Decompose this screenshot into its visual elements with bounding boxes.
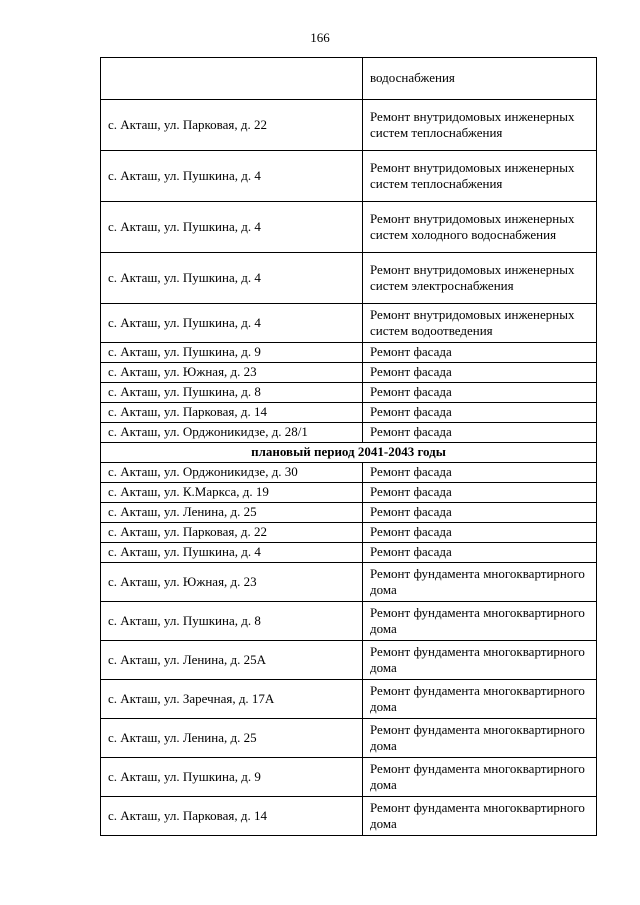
table-row: [101, 253, 597, 304]
address-cell: с. Акташ, ул. Ленина, д. 25А: [101, 641, 363, 680]
work-type-cell: Ремонт внутридомовых инженерных систем теплоснабжения: [363, 151, 597, 202]
works-table: [100, 57, 597, 836]
address-cell: с. Акташ, ул. Пушкина, д. 8: [101, 383, 363, 403]
table-row: [101, 680, 597, 719]
work-type-cell: Ремонт фундамента многоквартирного дома: [363, 563, 597, 602]
work-type-cell: Ремонт внутридомовых инженерных систем теплоснабжения: [363, 100, 597, 151]
work-type-cell: Ремонт фасада: [363, 543, 597, 563]
table-row: [101, 602, 597, 641]
table-row: [101, 758, 597, 797]
address-cell: с. Акташ, ул. Ленина, д. 25: [101, 719, 363, 758]
work-type-cell: водоснабжения: [363, 58, 597, 100]
address-cell: с. Акташ, ул. Южная, д. 23: [101, 563, 363, 602]
table-row: [101, 463, 597, 483]
work-type-cell: Ремонт фасада: [363, 503, 597, 523]
address-cell: с. Акташ, ул. Пушкина, д. 9: [101, 343, 363, 363]
table-row: [101, 483, 597, 503]
address-cell: с. Акташ, ул. Южная, д. 23: [101, 363, 363, 383]
address-cell: с. Акташ, ул. Орджоникидзе, д. 30: [101, 463, 363, 483]
address-cell: с. Акташ, ул. Парковая, д. 14: [101, 403, 363, 423]
address-cell: с. Акташ, ул. Пушкина, д. 9: [101, 758, 363, 797]
work-type-cell: Ремонт фундамента многоквартирного дома: [363, 758, 597, 797]
table-row: [101, 100, 597, 151]
address-cell: с. Акташ, ул. Пушкина, д. 4: [101, 304, 363, 343]
address-cell: с. Акташ, ул. Парковая, д. 14: [101, 797, 363, 836]
work-type-cell: Ремонт фундамента многоквартирного дома: [363, 641, 597, 680]
work-type-cell: Ремонт фасада: [363, 343, 597, 363]
table-row: [101, 641, 597, 680]
address-cell: с. Акташ, ул. Пушкина, д. 4: [101, 202, 363, 253]
table-row: [101, 423, 597, 443]
address-cell: с. Акташ, ул. Орджоникидзе, д. 28/1: [101, 423, 363, 443]
address-cell: с. Акташ, ул. Пушкина, д. 8: [101, 602, 363, 641]
table-row: [101, 58, 597, 100]
address-cell: с. Акташ, ул. Заречная, д. 17А: [101, 680, 363, 719]
section-heading-row: [101, 443, 597, 463]
work-type-cell: Ремонт фундамента многоквартирного дома: [363, 602, 597, 641]
address-cell: с. Акташ, ул. Парковая, д. 22: [101, 100, 363, 151]
table-row: [101, 403, 597, 423]
table-row: [101, 503, 597, 523]
address-cell: с. Акташ, ул. Пушкина, д. 4: [101, 253, 363, 304]
work-type-cell: Ремонт фундамента многоквартирного дома: [363, 797, 597, 836]
address-cell: с. Акташ, ул. Ленина, д. 25: [101, 503, 363, 523]
work-type-cell: Ремонт внутридомовых инженерных систем водоотведения: [363, 304, 597, 343]
work-type-cell: Ремонт фасада: [363, 363, 597, 383]
address-cell: с. Акташ, ул. Парковая, д. 22: [101, 523, 363, 543]
table-row: [101, 543, 597, 563]
section-title: плановый период 2041-2043 годы: [101, 443, 597, 463]
work-type-cell: Ремонт фасада: [363, 523, 597, 543]
work-type-cell: Ремонт внутридомовых инженерных систем холодного водоснабжения: [363, 202, 597, 253]
table-row: [101, 797, 597, 836]
work-type-cell: Ремонт фасада: [363, 403, 597, 423]
work-type-cell: Ремонт фасада: [363, 483, 597, 503]
table-row: [101, 202, 597, 253]
work-type-cell: Ремонт фундамента многоквартирного дома: [363, 719, 597, 758]
address-cell: [101, 58, 363, 100]
table-row: [101, 383, 597, 403]
works-table-body: [101, 58, 597, 836]
address-cell: с. Акташ, ул. К.Маркса, д. 19: [101, 483, 363, 503]
page-number: 166: [310, 30, 330, 45]
table-row: [101, 563, 597, 602]
address-cell: с. Акташ, ул. Пушкина, д. 4: [101, 151, 363, 202]
table-row: [101, 151, 597, 202]
table-row: [101, 363, 597, 383]
work-type-cell: Ремонт внутридомовых инженерных систем электроснабжения: [363, 253, 597, 304]
work-type-cell: Ремонт фундамента многоквартирного дома: [363, 680, 597, 719]
table-row: [101, 304, 597, 343]
table-row: [101, 343, 597, 363]
work-type-cell: Ремонт фасада: [363, 423, 597, 443]
table-row: [101, 523, 597, 543]
work-type-cell: Ремонт фасада: [363, 383, 597, 403]
address-cell: с. Акташ, ул. Пушкина, д. 4: [101, 543, 363, 563]
table-row: [101, 719, 597, 758]
work-type-cell: Ремонт фасада: [363, 463, 597, 483]
